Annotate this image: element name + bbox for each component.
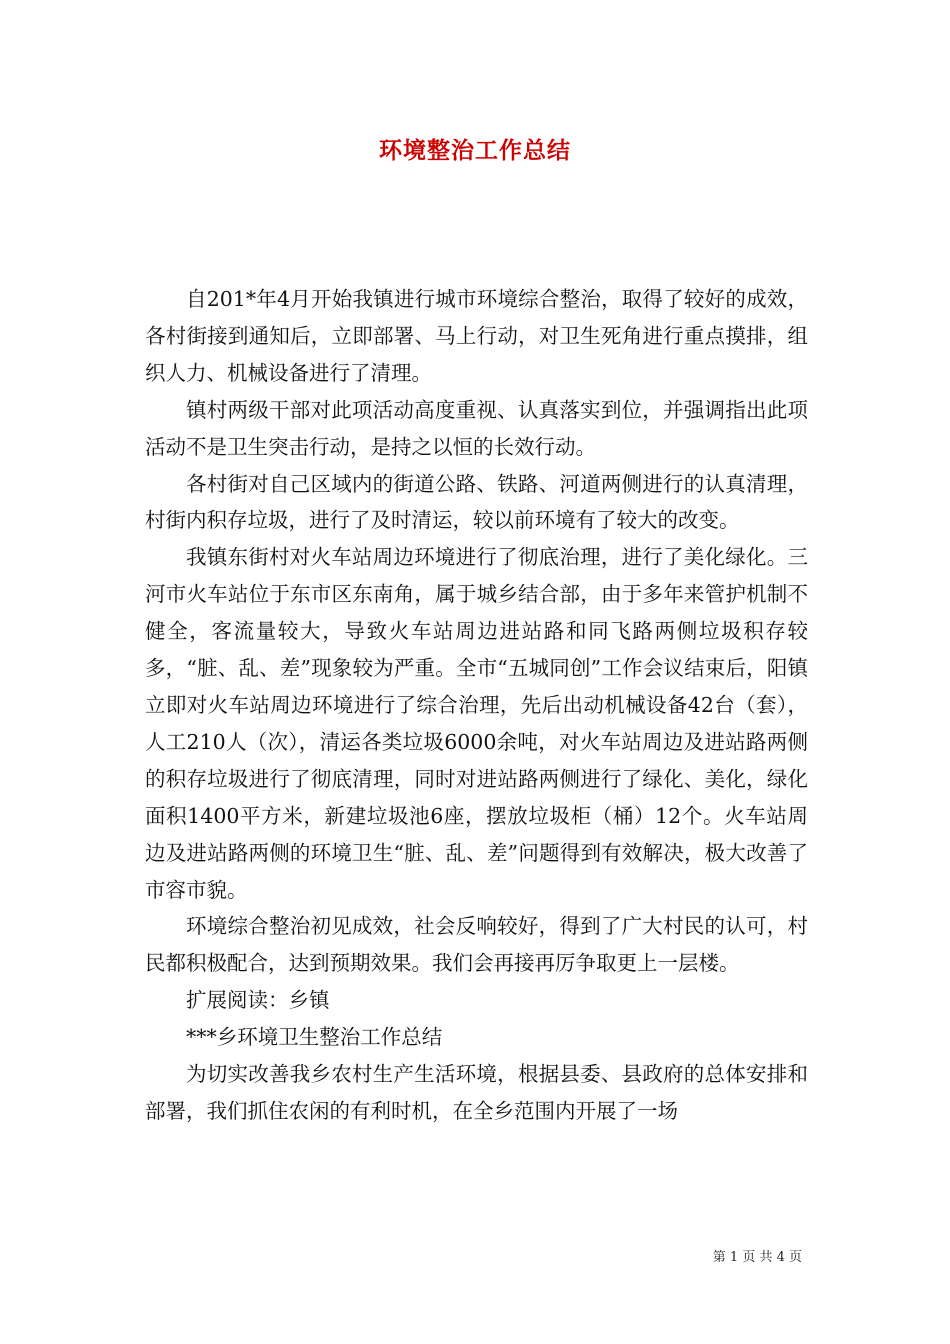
paragraph: ***乡环境卫生整治工作总结 [186, 1025, 443, 1050]
paragraph: 环境综合整治初见成效，社会反响较好，得到了广大村民的认可，村民都积极配合，达到预期效果。我们会再接再厉争取更上一层楼。 [145, 914, 808, 976]
page-indicator: 第 1 页 共 4 页 [712, 1250, 802, 1265]
paragraph: 各村街对自己区域内的街道公路、铁路、河道两侧进行的认真清理，村街内积存垃圾，进行了及时清运，较以前环境有了较大的改变。 [145, 471, 808, 533]
paragraph: 我镇东街村对火车站周边环境进行了彻底治理，进行了美化绿化。三河市火车站位于东市区东南角，属于城乡结合部，由于多年来管护机制不健全，客流量较大，导致火车站周边进站路和同飞路两侧垃圾积存较多，“脏、乱、差”现象较为严重。全市“五城同创”工作会议结束后，阳镇立即对火车站周边环境进行了综合治理，先后出动机械设备42台（套），人工210人（次），清运各类垃圾6000余吨，对火车站周边及进站路两侧的积存垃圾进行了彻底清理，同时对进站路两侧进行了绿化、美化，绿化面积1400平方米，新建垃圾池6座，摆放垃圾柜（桶）12个。火车站周边及进站路两侧的环境卫生“脏、乱、差”问题得到有效解决，极大改善了市容市貌。 [145, 545, 808, 902]
document-title: 环境整治工作总结 [379, 138, 571, 164]
paragraph: 镇村两级干部对此项活动高度重视、认真落实到位，并强调指出此项活动不是卫生突击行动，是持之以恒的长效行动。 [145, 397, 808, 459]
paragraph: 自201*年4月开始我镇进行城市环境综合整治，取得了较好的成效，各村街接到通知后，立即部署、马上行动，对卫生死角进行重点摸排，组织人力、机械设备进行了清理。 [145, 287, 808, 385]
paragraph: 为切实改善我乡农村生产生活环境，根据县委、县政府的总体安排和部署，我们抓住农闲的有利时机，在全乡范围内开展了一场 [145, 1062, 808, 1123]
paragraph: 扩展阅读：乡镇 [186, 988, 330, 1013]
document-body [145, 281, 808, 1130]
